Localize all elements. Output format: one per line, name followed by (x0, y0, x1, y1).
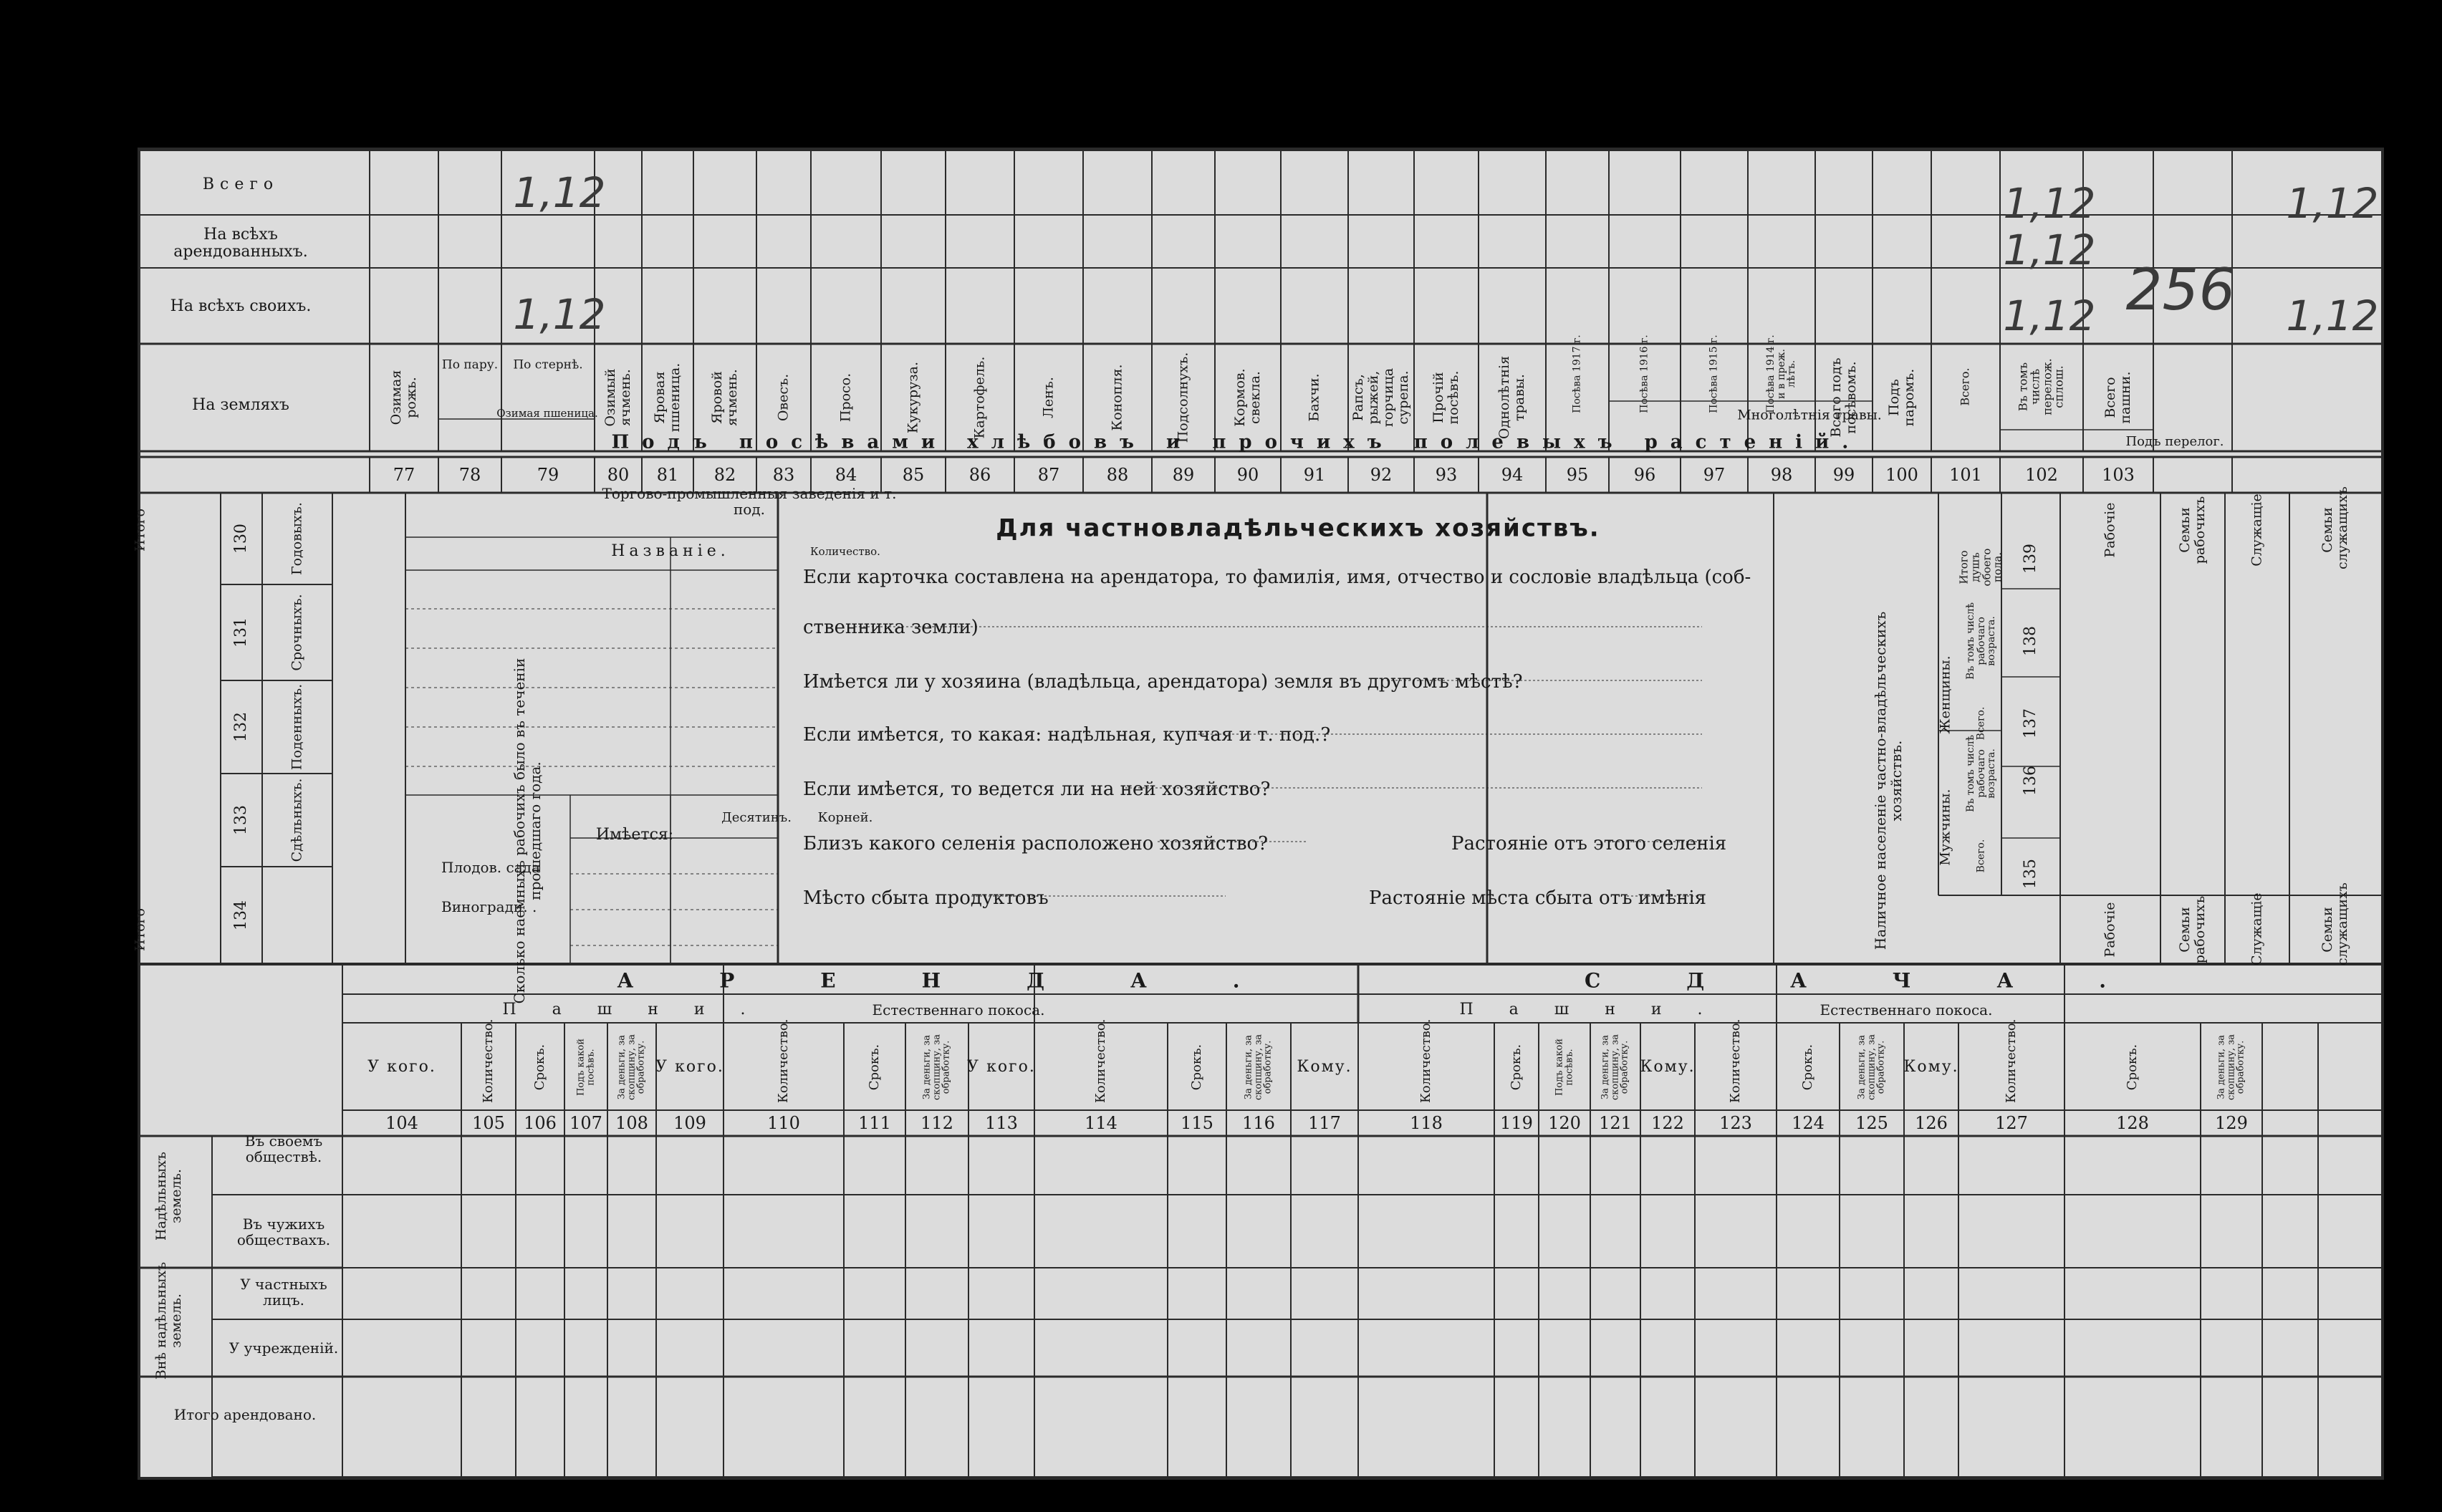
lease-num-121: 121 (1599, 1112, 1632, 1133)
population-num-135: 135 (2021, 859, 2039, 889)
group-mnogolet: Многолѣтнія травы. (1737, 407, 1882, 423)
population-men: Мужчины. (1937, 789, 1953, 866)
trade-title: Торгово-промышленныя заведенія и т. под. (602, 485, 897, 518)
handwritten-svoikh-99: 1,12 (2003, 292, 2096, 341)
crops-banner: Подъ посѣвами хлѣбовъ и прочихъ полевыхъ растеній. (611, 431, 1862, 453)
crop-label-78: По пару. (441, 357, 499, 372)
crop-num-94: 94 (1501, 464, 1524, 485)
private-q2: Имѣется ли у хозяина (владѣльца, арендатора) земля въ другомъ мѣстѣ? (803, 671, 1523, 693)
lease-num-108: 108 (615, 1112, 648, 1133)
men-rabochego: Въ томъ числѣ рабочаго возраста. (1964, 735, 1998, 812)
men-vsego: Всего. (1975, 839, 1987, 873)
lease-label-114: Количество. (1093, 1019, 1109, 1103)
population-itogo: Итого душъ обоего пола. (1957, 548, 2004, 587)
side-num-132: 132 (231, 712, 250, 742)
side-label-130: Годовыхъ. (289, 502, 305, 575)
crop-label-92: Рапсъ, рыжей, горчица сурепа. (1350, 367, 1411, 428)
crop-label-95: Посѣва 1917 г. (1571, 334, 1583, 413)
arenda-pokosa: Естественнаго покоса. (872, 1001, 1045, 1019)
crop-label-81: Яровая пшеница. (652, 362, 683, 433)
lease-label-104: У кого. (367, 1057, 436, 1076)
row-uchrezhdeniy: У учрежденій. (229, 1339, 339, 1357)
crop-num-103: 103 (2102, 464, 2135, 485)
trade-desyatin: Десятинъ. (721, 810, 792, 826)
crop-label-80: Озимый ячмень. (602, 368, 633, 427)
lease-label-129: За деньги, за скопщину, за обработку. (2216, 1034, 2246, 1101)
crop-label-86: Картофель. (971, 356, 988, 439)
lease-num-127: 127 (1995, 1112, 2028, 1133)
population-num-138: 138 (2021, 626, 2039, 656)
lease-label-107: Подъ какой посѣвъ. (575, 1038, 596, 1097)
lease-num-120: 120 (1548, 1112, 1581, 1133)
crop-label-100: Подъ паромъ. (1886, 368, 1917, 427)
lease-num-118: 118 (1410, 1112, 1443, 1133)
private-q4: Если имѣется, то ведется ли на ней хозяйство? (803, 779, 1271, 800)
crop-label-96: Посѣва 1916 г. (1638, 334, 1650, 413)
handwritten-vsego-79: 1,12 (513, 168, 606, 218)
lease-label-112: За деньги, за скопщину, за обработку. (921, 1034, 952, 1101)
trade-qty-header: Количество. (810, 544, 880, 558)
crop-label-94: Однолѣтнія травы. (1496, 355, 1527, 440)
private-q5: Близъ какого селенія расположено хозяйство? (803, 833, 1269, 854)
lease-label-106: Срокъ. (532, 1044, 548, 1091)
lease-label-118: Количество. (1418, 1019, 1434, 1103)
crop-num-82: 82 (713, 464, 736, 485)
trade-orchard: Плодов. сада (441, 859, 540, 876)
crop-num-97: 97 (1703, 464, 1726, 485)
right-col-bottom-0: Рабочіе (2102, 902, 2118, 958)
crop-num-100: 100 (1885, 464, 1918, 485)
handwritten-arend-99: 1,12 (2003, 226, 2096, 275)
crop-num-80: 80 (607, 464, 630, 485)
side-label-132: Поденныхъ. (289, 683, 305, 771)
trade-vineyard: Виноградн. . (441, 898, 537, 915)
lease-num-126: 126 (1915, 1112, 1948, 1133)
crop-num-96: 96 (1633, 464, 1656, 485)
lease-label-125: За деньги, за скопщину, за обработку. (1856, 1034, 1887, 1101)
sdacha-pashni: Пашни. (1459, 1000, 1739, 1019)
handwritten-svoikh-79: 1,12 (513, 290, 606, 340)
crop-num-87: 87 (1037, 464, 1060, 485)
crop-num-77: 77 (393, 464, 415, 485)
crop-num-92: 92 (1370, 464, 1393, 485)
crop-label-83: Овесъ. (775, 373, 792, 422)
lease-label-105: Количество. (481, 1019, 496, 1103)
right-col-top-2: Служащіе (2249, 493, 2265, 567)
private-q1: Если карточка составлена на арендатора, то фамилія, имя, отчество и сословіе владѣльца (соб- (803, 567, 1751, 588)
handwritten-number: 256 (2125, 256, 2236, 323)
lease-label-127: Количество. (2004, 1019, 2019, 1103)
crop-label-87: Ленъ. (1040, 377, 1057, 418)
crop-num-79: 79 (537, 464, 559, 485)
lease-label-117: Кому. (1297, 1057, 1352, 1076)
crop-label-85: Кукуруза. (905, 362, 921, 434)
lease-num-124: 124 (1792, 1112, 1825, 1133)
population-title: Наличное населеніе частно-владѣльческихъ хозяйствъ. (1872, 611, 1905, 950)
handwritten-vsego-103: 1,12 (2286, 179, 2379, 228)
lease-num-128: 128 (2116, 1112, 2149, 1133)
lease-num-125: 125 (1855, 1112, 1888, 1133)
lease-num-113: 113 (985, 1112, 1018, 1133)
lease-num-129: 129 (2215, 1112, 2248, 1133)
lease-num-107: 107 (569, 1112, 602, 1133)
right-col-top-1: Семьи рабочихъ (2177, 496, 2208, 564)
group-ozimaya: Озимая пшеница. (496, 406, 598, 420)
crop-label-90: Кормов. свекла. (1232, 368, 1263, 427)
row-label-svoikh: На всѣхъ своихъ. (170, 297, 312, 315)
vne-nadel-label: Внѣ надѣльныхъ земель. (153, 1261, 184, 1380)
crop-label-91: Бахчи. (1306, 373, 1322, 422)
census-form-sheet (132, 148, 2384, 1480)
trade-have: Имѣется: (595, 825, 674, 844)
private-q6: Мѣсто сбыта продуктовъ (803, 887, 1049, 909)
private-q5b: Растояніе отъ этого селенія (1451, 833, 1727, 854)
lease-num-114: 114 (1085, 1112, 1117, 1133)
row-label-arendovannykh: На всѣхъ арендованныхъ. (173, 225, 308, 261)
crop-num-86: 86 (968, 464, 991, 485)
arenda-pashni: Пашни. (502, 1000, 782, 1019)
row-svoem: Въ своемъ обществѣ. (244, 1132, 323, 1165)
crop-label-93: Прочій посѣвъ. (1431, 370, 1461, 425)
lease-label-120: Подъ какой посѣвъ. (1554, 1038, 1575, 1097)
row-label-vsego: Всего (202, 175, 279, 193)
lease-num-111: 111 (858, 1112, 891, 1133)
trade-name-header: Названіе. (611, 541, 730, 560)
side-label-133: Сдѣльныхъ. (289, 778, 305, 862)
private-q1b: ственника земли) (803, 617, 979, 638)
sdacha-banner: СДАЧА. (1584, 968, 2193, 993)
population-num-139: 139 (2021, 544, 2039, 574)
lease-num-105: 105 (472, 1112, 505, 1133)
side-num-133: 133 (231, 805, 250, 835)
lease-num-122: 122 (1651, 1112, 1684, 1133)
lease-label-119: Срокъ. (1509, 1044, 1524, 1091)
crop-label-102: Въ томъ числѣ перелож. сплош. (2016, 358, 2066, 415)
right-col-bottom-2: Служащіе (2249, 892, 2265, 966)
side-num-134: 134 (231, 900, 250, 930)
crop-label-99: Всего подъ посѣвомъ. (1828, 357, 1859, 438)
private-farms-title: Для частновладѣльческихъ хозяйствъ. (996, 514, 1600, 543)
crop-num-89: 89 (1172, 464, 1195, 485)
crop-label-97: Посѣва 1915 г. (1708, 334, 1720, 413)
crop-label-98: Посѣва 1914 г. и в преж. лѣтъ. (1764, 334, 1798, 413)
lease-label-126: Кому. (1903, 1057, 1959, 1076)
lease-num-116: 116 (1242, 1112, 1275, 1133)
sdacha-pokosa: Естественнаго покоса. (1820, 1001, 1993, 1019)
lease-num-115: 115 (1181, 1112, 1213, 1133)
population-num-136: 136 (2021, 766, 2039, 796)
crop-label-101: Всего. (1958, 367, 1972, 406)
lease-label-128: Срокъ. (2125, 1044, 2140, 1091)
right-col-top-3: Семьи служащихъ (2320, 486, 2350, 569)
lease-num-106: 106 (524, 1112, 557, 1133)
lease-num-110: 110 (767, 1112, 800, 1133)
crop-num-90: 90 (1236, 464, 1259, 485)
right-col-top-4: Итого (132, 509, 148, 552)
nadel-label: Надѣльныхъ земель. (153, 1151, 184, 1241)
lease-num-119: 119 (1500, 1112, 1533, 1133)
lease-label-123: Количество. (1728, 1019, 1744, 1103)
handwritten-svoikh-103: 1,12 (2286, 292, 2379, 341)
crop-num-102: 102 (2025, 464, 2058, 485)
lease-num-104: 104 (385, 1112, 418, 1133)
crop-label-88: Конопля. (1109, 364, 1125, 431)
crop-label-82: Яровой ячмень. (709, 369, 740, 426)
row-chuzhikh: Въ чужихъ обществахъ. (236, 1215, 331, 1248)
crop-num-85: 85 (902, 464, 925, 485)
crop-num-78: 78 (458, 464, 481, 485)
crop-num-99: 99 (1832, 464, 1855, 485)
women-rabochego: Въ томъ числѣ рабочаго возраста. (1964, 602, 1998, 680)
row-chastnykh: У частныхъ лицъ. (240, 1276, 327, 1309)
private-q3: Если имѣется, то какая: надѣльная, купчая и т. под.? (803, 724, 1331, 746)
lease-label-109: У кого. (655, 1057, 724, 1076)
lease-label-113: У кого. (967, 1057, 1036, 1076)
arenda-banner: АРЕНДА. (617, 968, 1326, 993)
lease-label-115: Срокъ. (1189, 1044, 1205, 1091)
women-vsego: Всего. (1975, 706, 1987, 741)
crop-num-101: 101 (1949, 464, 1982, 485)
row-itogo: Итого арендовано. (173, 1406, 317, 1423)
group-perelog: Подъ перелог. (2125, 434, 2224, 450)
lease-label-110: Количество. (776, 1019, 792, 1103)
handwritten-vsego-99: 1,12 (2003, 179, 2096, 228)
crop-label-79: По стернѣ. (513, 357, 583, 372)
crop-num-83: 83 (772, 464, 795, 485)
crop-num-91: 91 (1303, 464, 1326, 485)
crop-label-103: Всего пашни. (2102, 371, 2133, 424)
lease-label-116: За деньги, за скопщину, за обработку. (1243, 1034, 1274, 1101)
crop-num-95: 95 (1566, 464, 1589, 485)
crop-num-88: 88 (1106, 464, 1129, 485)
population-num-137: 137 (2021, 708, 2039, 738)
crop-num-98: 98 (1770, 464, 1793, 485)
row-label-na-zemlyakh: На земляхъ (192, 395, 289, 414)
crop-num-84: 84 (835, 464, 857, 485)
lease-label-122: Кому. (1640, 1057, 1696, 1076)
side-num-131: 131 (231, 617, 250, 647)
crop-label-84: Просо. (837, 372, 854, 423)
lease-label-121: За деньги, за скопщину, за обработку. (1600, 1034, 1630, 1101)
right-col-top-0: Рабочіе (2102, 502, 2118, 558)
right-col-bottom-1: Семьи рабочихъ (2177, 895, 2208, 964)
trade-roots: Корней. (817, 810, 873, 826)
population-women: Женщины. (1937, 655, 1953, 734)
private-q6b: Растояніе мѣста сбыта отъ имѣнія (1369, 887, 1707, 909)
lease-num-109: 109 (673, 1112, 706, 1133)
hired-workers-label: Сколько наемныхъ рабочихъ было въ теченіи прошедшаго года. (511, 658, 544, 1004)
crop-label-89: Подсолнухъ. (1175, 352, 1191, 443)
crop-num-81: 81 (656, 464, 679, 485)
lease-num-112: 112 (920, 1112, 953, 1133)
crop-label-77: Озимая рожь. (388, 370, 419, 425)
lease-label-111: Срокъ. (867, 1044, 883, 1091)
lease-num-117: 117 (1308, 1112, 1341, 1133)
right-col-bottom-4: Итого (132, 908, 148, 951)
lease-label-124: Срокъ. (1800, 1044, 1816, 1091)
crop-num-93: 93 (1435, 464, 1458, 485)
lease-num-123: 123 (1719, 1112, 1752, 1133)
side-num-130: 130 (231, 524, 250, 554)
side-label-131: Срочныхъ. (289, 594, 305, 671)
right-col-bottom-3: Семьи служащихъ (2320, 882, 2350, 966)
lease-label-108: За деньги, за скопщину, за обработку. (616, 1034, 647, 1101)
